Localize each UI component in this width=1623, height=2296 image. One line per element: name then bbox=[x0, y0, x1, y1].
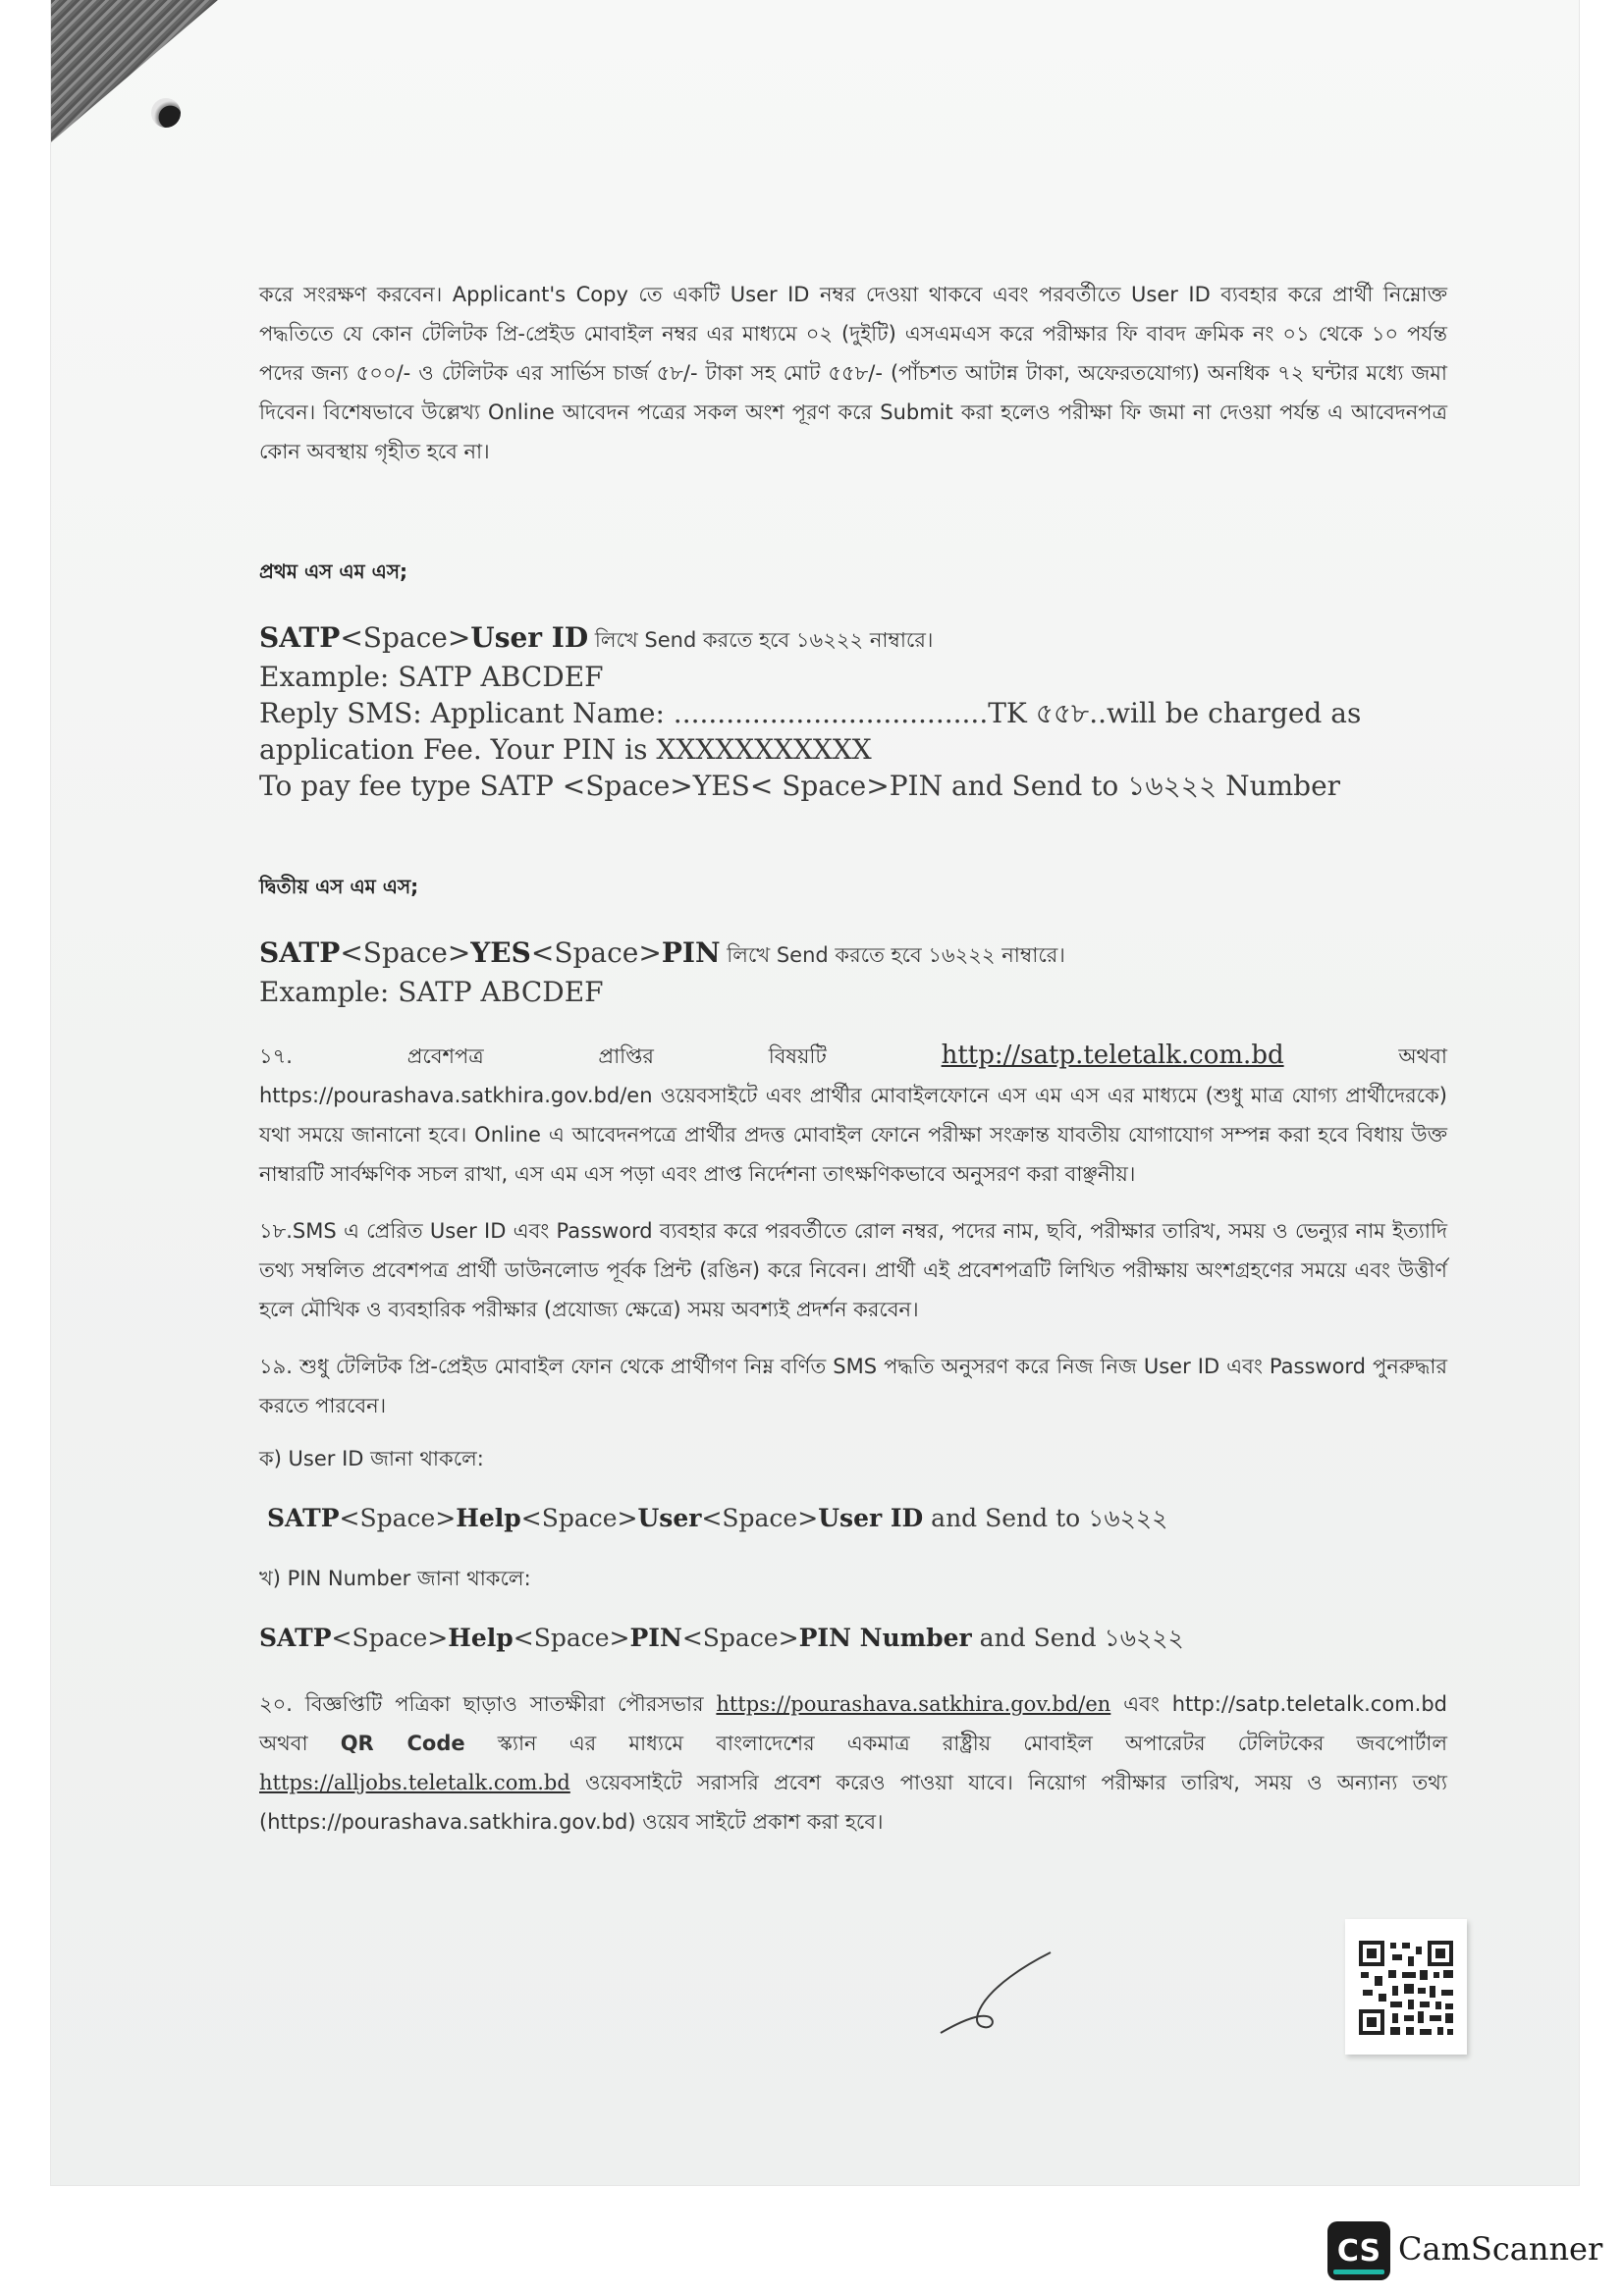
case-b-command: SATP<Space>Help<Space>PIN<Space>PIN Number and Send ১৬২২২ bbox=[259, 1624, 1184, 1652]
paragraph-17: ১৭. প্রবেশপত্র প্রাপ্তির বিষয়টি http://satp.teletalk.com.bd অথবা https://pourashava.satkhira.gov.bd/en ওয়েবসাইটে এবং প্রার্থীর মোবাইলফোনে এস এম এস এর মাধ্যমে (শুধু মাত্র যোগ্য প্রার্থীদেরকে) যথা সময়ে জানানো হবে। Online এ আবেদনপত্রে প্রার্থীর প্রদত্ত মোবাইল ফোনে পরীক্ষা সংক্রান্ত যাবতীয় যোগাযোগ সম্পন্ন করা হবে বিধায় উক্ত নাম্বারটি সার্বক্ষণিক সচল রাখা, এস এম এস পড়া এবং প্রাপ্ত নির্দেশনা তাৎক্ষণিকভাবে অনুসরণ করা বাঞ্ছনীয়। bbox=[259, 1036, 1447, 1194]
case-b-label: খ) PIN Number জানা থাকলে: bbox=[259, 1567, 531, 1590]
first-sms-pay-instruction: To pay fee type SATP <Space>YES< Space>PIN and Send to ১৬২২২ Number bbox=[259, 770, 1341, 802]
notice-body bbox=[259, 275, 1447, 1859]
pourashava-link[interactable]: https://pourashava.satkhira.gov.bd/en bbox=[716, 1692, 1111, 1716]
paragraph-20: ২০. বিজ্ঞপ্তিটি পত্রিকা ছাড়াও সাতক্ষীরা পৌরসভার https://pourashava.satkhira.gov.bd/en এবং http://satp.teletalk.com.bd অথবা QR Code স্ক্যান এর মাধ্যমে বাংলাদেশের একমাত্র রাষ্ট্রীয় মোবাইল অপারেটর টেলিটকের জবপোর্টাল https://alljobs.teletalk.com.bd ওয়েবসাইটে সরাসরি প্রবেশ করেও পাওয়া যাবে। নিয়োগ পরীক্ষার তারিখ, সময় ও অন্যান্য তথ্য (https://pourashava.satkhira.gov.bd) ওয়েব সাইটে প্রকাশ করা হবে। bbox=[259, 1692, 1447, 1834]
case-a-command: SATP<Space>Help<Space>User<Space>User ID and Send to ১৬২২২ bbox=[267, 1504, 1168, 1532]
intro-paragraph: করে সংরক্ষণ করবেন। Applicant's Copy তে একটি User ID নম্বর দেওয়া থাকবে এবং পরবর্তীতে User ID ব্যবহার করে প্রার্থী নিম্নোক্ত পদ্ধতিতে যে কোন টেলিটক প্রি-প্রেইড মোবাইল নম্বর এর মাধ্যমে ০২ (দুইটি) এসএমএস করে পরীক্ষার ফি বাবদ ক্রমিক নং ০১ থেকে ১০ পর্যন্ত পদের জন্য ৫০০/- ও টেলিটক এর সার্ভিস চার্জ ৫৮/- টাকা সহ মোট ৫৫৮/- (পাঁচশত আটান্ন টাকা, অফেরতযোগ্য) অনধিক ৭২ ঘন্টার মধ্যে জমা দিবেন। বিশেষভাবে উল্লেখ্য Online আবেদন পত্রের সকল অংশ পূরণ করে Submit করা হলেও পরীক্ষা ফি জমা না দেওয়া পর্যন্ত এ আবেদনপত্র কোন অবস্থায় গৃহীত হবে না। bbox=[259, 283, 1447, 463]
second-sms-heading: দ্বিতীয় এস এম এস; bbox=[259, 875, 419, 898]
scanned-page bbox=[51, 0, 1579, 2185]
signature bbox=[935, 1949, 1053, 2042]
first-sms-reply: Reply SMS: Applicant Name: ....................................TK ৫৫৮..will be charged as application Fee. Your PIN is XXXXXXXXXXX bbox=[259, 697, 1362, 766]
first-sms-heading: প্রথম এস এম এস; bbox=[259, 560, 408, 583]
camscanner-logo-icon: CS bbox=[1327, 2221, 1390, 2280]
qr-code bbox=[1345, 1919, 1467, 2055]
second-sms-command: SATP<Space>YES<Space>PIN লিখে Send করতে হবে ১৬২২২ নাম্বারে। bbox=[259, 936, 1065, 969]
scan-corner-artifact bbox=[51, 0, 218, 142]
first-sms-command: SATP<Space>User ID লিখে Send করতে হবে ১৬২২২ নাম্বারে। bbox=[259, 621, 934, 654]
camscanner-brand-text: CamScanner bbox=[1398, 2230, 1603, 2268]
case-a-label: ক) User ID জানা থাকলে: bbox=[259, 1447, 484, 1470]
first-sms-block bbox=[259, 619, 1447, 804]
punch-hole bbox=[151, 98, 181, 128]
alljobs-link[interactable]: https://alljobs.teletalk.com.bd bbox=[259, 1771, 570, 1794]
paragraph-19: ১৯. শুধু টেলিটক প্রি-প্রেইড মোবাইল ফোন থেকে প্রার্থীগণ নিম্ন বর্ণিত SMS পদ্ধতি অনুসরণ করে নিজ নিজ User ID এবং Password পুনরুদ্ধার করতে পারবেন। bbox=[259, 1355, 1447, 1417]
teletalk-link[interactable]: http://satp.teletalk.com.bd bbox=[941, 1041, 1284, 1070]
paragraph-18: ১৮.SMS এ প্রেরিত User ID এবং Password ব্যবহার করে পরবর্তীতে রোল নম্বর, পদের নাম, ছবি, পরীক্ষার তারিখ, সময় ও ভেন্যুর নাম ইত্যাদি তথ্য সম্বলিত প্রবেশপত্র প্রার্থী ডাউনলোড পূর্বক প্রিন্ট (রঙিন) করে নিবেন। প্রার্থী এই প্রবেশপত্রটি লিখিত পরীক্ষায় অংশগ্রহণের সময়ে এবং উত্তীর্ণ হলে মৌখিক ও ব্যবহারিক পরীক্ষার (প্রযোজ্য ক্ষেত্রে) সময় অবশ্যই প্রদর্শন করবেন। bbox=[259, 1219, 1447, 1321]
second-sms-block bbox=[259, 934, 1447, 1010]
first-sms-example: Example: SATP ABCDEF bbox=[259, 661, 604, 693]
second-sms-example: Example: SATP ABCDEF bbox=[259, 976, 604, 1008]
